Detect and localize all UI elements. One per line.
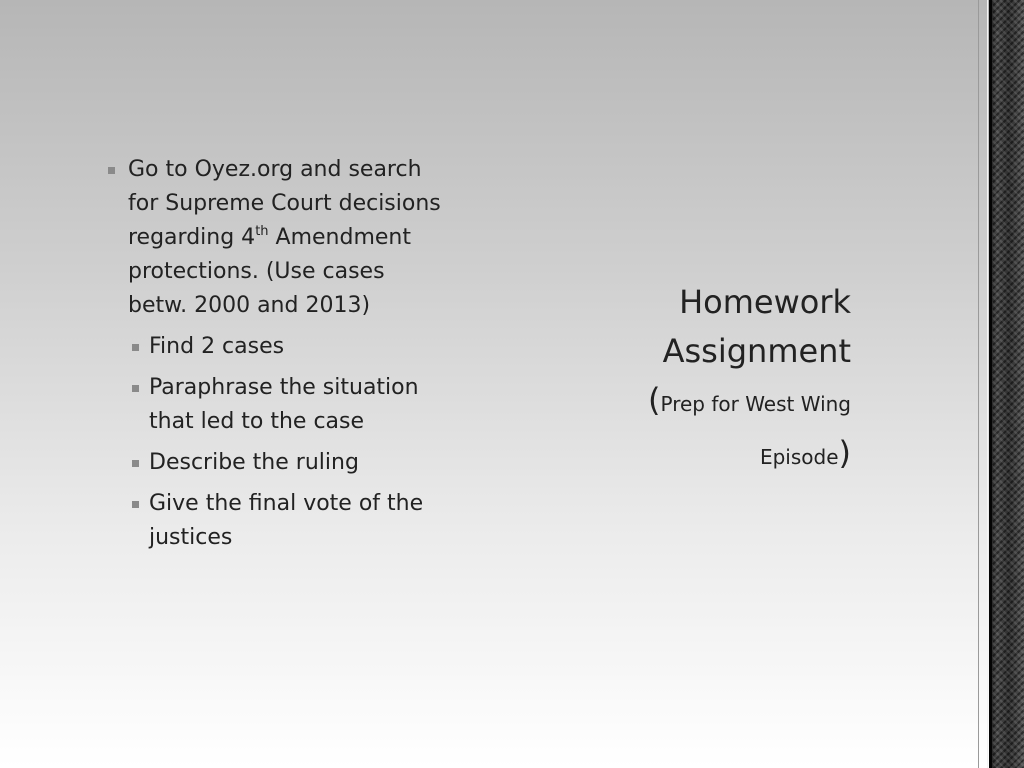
main-bullet-text: Go to Oyez.org and search for Supreme Court decisions regarding 4	[128, 157, 441, 250]
decorative-edge-strip	[989, 0, 1024, 768]
sub-bullet-item	[128, 371, 446, 439]
edge-highlight	[987, 0, 988, 768]
sub-bullet-item	[128, 487, 446, 555]
square-bullet-icon	[132, 460, 139, 467]
sub-bullet-text: Describe the ruling	[149, 450, 359, 475]
subtitle-part-1: Prep for West Wing	[660, 392, 851, 416]
main-bullet-superscript: th	[255, 224, 269, 239]
sub-bullet-list	[128, 330, 446, 555]
open-parenthesis: (	[648, 381, 661, 419]
sub-bullet-text: Paraphrase the situation that led to the case	[149, 375, 419, 434]
sub-bullet-text: Find 2 cases	[149, 334, 285, 359]
square-bullet-icon	[132, 501, 139, 508]
edge-strip-shadow	[989, 0, 992, 768]
sub-bullet-item	[128, 446, 446, 480]
sub-bullet-text: Give the final vote of the justices	[149, 491, 424, 550]
title-line-2: Assignment	[662, 332, 851, 370]
slide-title	[531, 278, 851, 482]
square-bullet-icon	[108, 167, 115, 174]
title-subtitle	[531, 376, 851, 482]
edge-divider	[978, 0, 979, 768]
main-bullet-item	[106, 153, 446, 555]
bullet-list	[106, 153, 446, 555]
main-bullet-text-after: Amendment protections. (Use cases betw. 2000 and 2013)	[128, 225, 411, 318]
subtitle-part-2: Episode	[759, 445, 839, 469]
title-line-1: Homework	[679, 283, 851, 321]
square-bullet-icon	[132, 344, 139, 351]
bullet-content	[106, 153, 446, 555]
sub-bullet-item	[128, 330, 446, 364]
square-bullet-icon	[132, 385, 139, 392]
close-parenthesis: )	[838, 434, 851, 472]
